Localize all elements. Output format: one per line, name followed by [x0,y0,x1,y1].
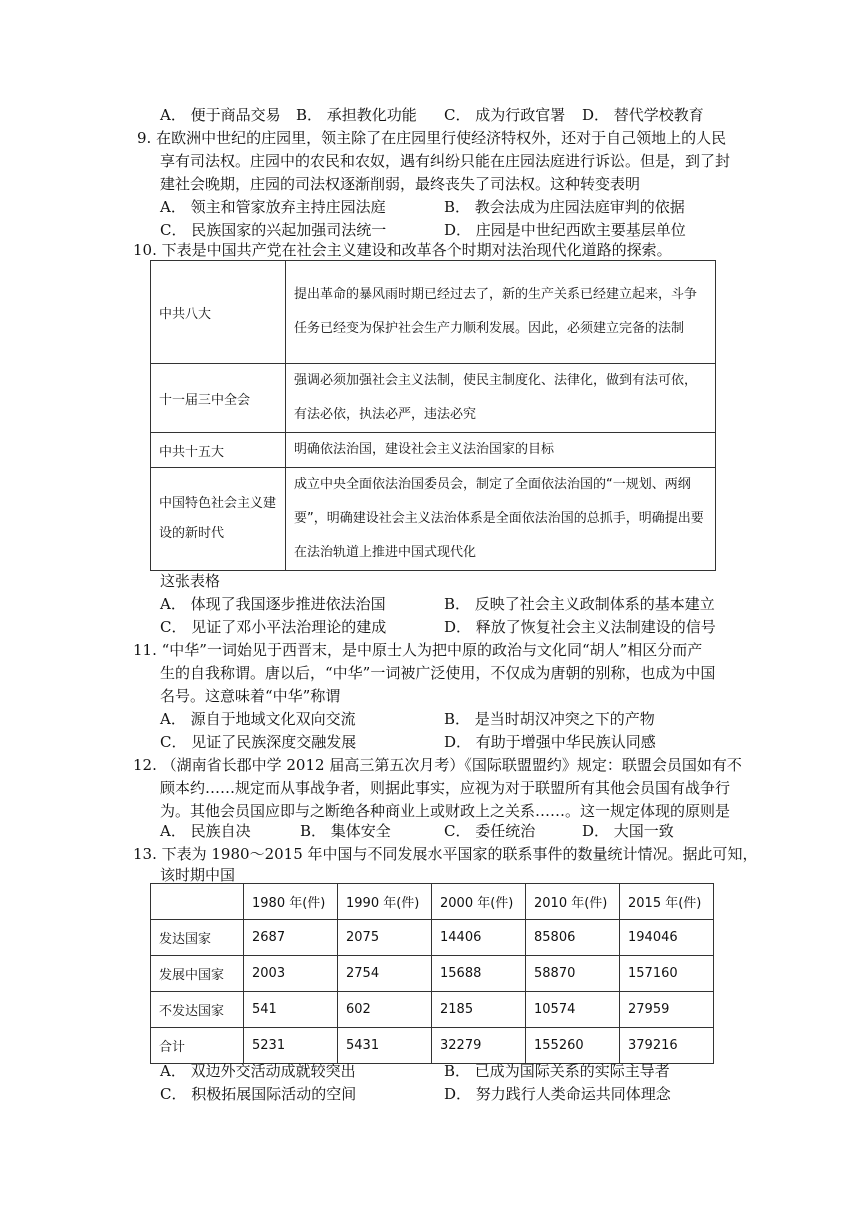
q9-option-c: C． 民族国家的兴起加强司法统一 [160,221,387,239]
q8-option-c: C． 成为行政官署 [444,106,566,124]
q9-stem-line-3: 建社会晚期，庄园的司法权逐渐削弱，最终丧失了司法权。这种转变表明 [160,175,641,193]
q13-cell: 合计 [151,1028,244,1064]
q13-cell: 27959 [620,992,714,1028]
table-row [151,364,716,433]
q13-cell: 2075 [338,920,432,956]
q13-cell: 58870 [526,956,620,992]
q13-cell: 602 [338,992,432,1028]
q9-stem-line-2: 享有司法权。庄园中的农民和农奴，遇有纠纷只能在庄园法庭进行诉讼。但是，到了封 [160,152,731,170]
q13-cell: 379216 [620,1028,714,1064]
q13-header-cell: 2000 年(件) [432,884,526,920]
q8-option-b: B． 承担教化功能 [296,106,417,124]
q13-cell: 15688 [432,956,526,992]
q13-cell: 5231 [244,1028,338,1064]
table-row [151,433,716,468]
q11-stem-line-1: 11. “中华”一词始见于西晋末，是中原士人为把中原的政治与文化同“胡人”相区分而产 [133,641,703,659]
q13-header-cell: 1980 年(件) [244,884,338,920]
q10-table [150,260,716,571]
q9-option-a: A． 领主和管家放弃主持庄园法庭 [160,198,386,216]
q13-cell: 157160 [620,956,714,992]
q10-option-a: A． 体现了我国逐步推进依法治国 [160,595,386,613]
q9-stem-line-1: 9. 在欧洲中世纪的庄园里，领主除了在庄园里行使经济特权外，还对于自己领地上的人民 [137,129,727,147]
q12-option-b: B． 集体安全 [300,822,391,840]
q13-option-a: A． 双边外交活动成就较突出 [160,1062,356,1080]
q11-stem-line-3: 名号。这意味着“中华”称谓 [160,687,341,705]
q13-header-cell: 2010 年(件) [526,884,620,920]
q13-stem-line-1: 13. 下表为 1980～2015 年中国与不同发展水平国家的联系事件的数量统计情况。据此可知， [133,845,758,863]
q10-content-cell: 提出革命的暴风雨时期已经过去了，新的生产关系已经建立起来，斗争任务已经变为保护社会生产力顺利发展。因此，必须建立完备的法制 [286,261,716,364]
q13-cell: 发达国家 [151,920,244,956]
table-row [151,992,714,1028]
q12-option-c: C． 委任统治 [444,822,536,840]
table-row [151,468,716,571]
q9-option-b: B． 教会法成为庄园法庭审判的依据 [444,198,685,216]
q13-option-d: D． 努力践行人类命运共同体理念 [444,1085,671,1103]
q13-cell: 14406 [432,920,526,956]
q12-option-d: D． 大国一致 [582,822,674,840]
q10-tail: 这张表格 [160,572,221,590]
q13-cell: 2687 [244,920,338,956]
q13-header-cell [151,884,244,920]
q13-cell: 5431 [338,1028,432,1064]
q13-cell: 85806 [526,920,620,956]
q10-period-cell: 十一届三中全会 [151,364,286,433]
q10-content-cell: 强调必须加强社会主义法制，使民主制度化、法律化，做到有法可依，有法必依，执法必严，违法必究 [286,364,716,433]
q13-cell: 194046 [620,920,714,956]
q12-option-a: A． 民族自决 [160,822,251,840]
q13-option-c: C． 积极拓展国际活动的空间 [160,1085,357,1103]
q10-period-cell: 中共八大 [151,261,286,364]
q11-stem-line-2: 生的自我称谓。唐以后，“中华”一词被广泛使用，不仅成为唐朝的别称，也成为中国 [160,664,716,682]
q10-stem: 10. 下表是中国共产党在社会主义建设和改革各个时期对法治现代化道路的探索。 [133,241,672,259]
q10-content-cell: 成立中央全面依法治国委员会，制定了全面依法治国的“一规划、两纲要”，明确建设社会主义法治体系是全面依法治国的总抓手，明确提出要在法治轨道上推进中国式现代化 [286,468,716,571]
q13-stem-line-2: 该时期中国 [160,866,236,884]
q8-option-a: A． 便于商品交易 [160,106,281,124]
q13-cell: 10574 [526,992,620,1028]
q13-table [150,883,714,1064]
q10-option-d: D． 释放了恢复社会主义法制建设的信号 [444,618,716,636]
q9-option-d: D． 庄园是中世纪西欧主要基层单位 [444,221,686,239]
q13-header-cell: 2015 年(件) [620,884,714,920]
q13-cell: 发展中国家 [151,956,244,992]
q11-option-b: B． 是当时胡汉冲突之下的产物 [444,710,655,728]
q13-cell: 2754 [338,956,432,992]
table-header-row [151,884,714,920]
q13-cell: 不发达国家 [151,992,244,1028]
q10-option-c: C． 见证了邓小平法治理论的建成 [160,618,387,636]
q13-cell: 2185 [432,992,526,1028]
table-row [151,261,716,364]
q11-option-c: C． 见证了民族深度交融发展 [160,733,357,751]
q13-cell: 32279 [432,1028,526,1064]
q12-stem-line-1: 12. （湖南省长郡中学 2012 届高三第五次月考）《国际联盟盟约》规定：联盟会员国如有不 [133,756,742,774]
table-row [151,956,714,992]
table-row [151,1028,714,1064]
q10-period-cell: 中共十五大 [151,433,286,468]
q8-option-d: D． 替代学校教育 [582,106,704,124]
table-row [151,920,714,956]
q12-stem-line-2: 顾本约……规定而从事战争者，则据此事实，应视为对于联盟所有其他会员国有战争行 [160,779,731,797]
q12-stem-line-3: 为。其他会员国应即与之断绝各种商业上或财政上之关系……。这一规定体现的原则是 [160,802,731,820]
q11-option-a: A． 源自于地域文化双向交流 [160,710,356,728]
q13-cell: 155260 [526,1028,620,1064]
q13-cell: 541 [244,992,338,1028]
q11-option-d: D． 有助于增强中华民族认同感 [444,733,656,751]
q13-header-cell: 1990 年(件) [338,884,432,920]
q10-content-cell: 明确依法治国，建设社会主义法治国家的目标 [286,433,716,468]
q13-option-b: B． 已成为国际关系的实际主导者 [444,1062,670,1080]
q13-cell: 2003 [244,956,338,992]
q10-period-cell: 中国特色社会主义建设的新时代 [151,468,286,571]
q10-option-b: B． 反映了社会主义政制体系的基本建立 [444,595,715,613]
